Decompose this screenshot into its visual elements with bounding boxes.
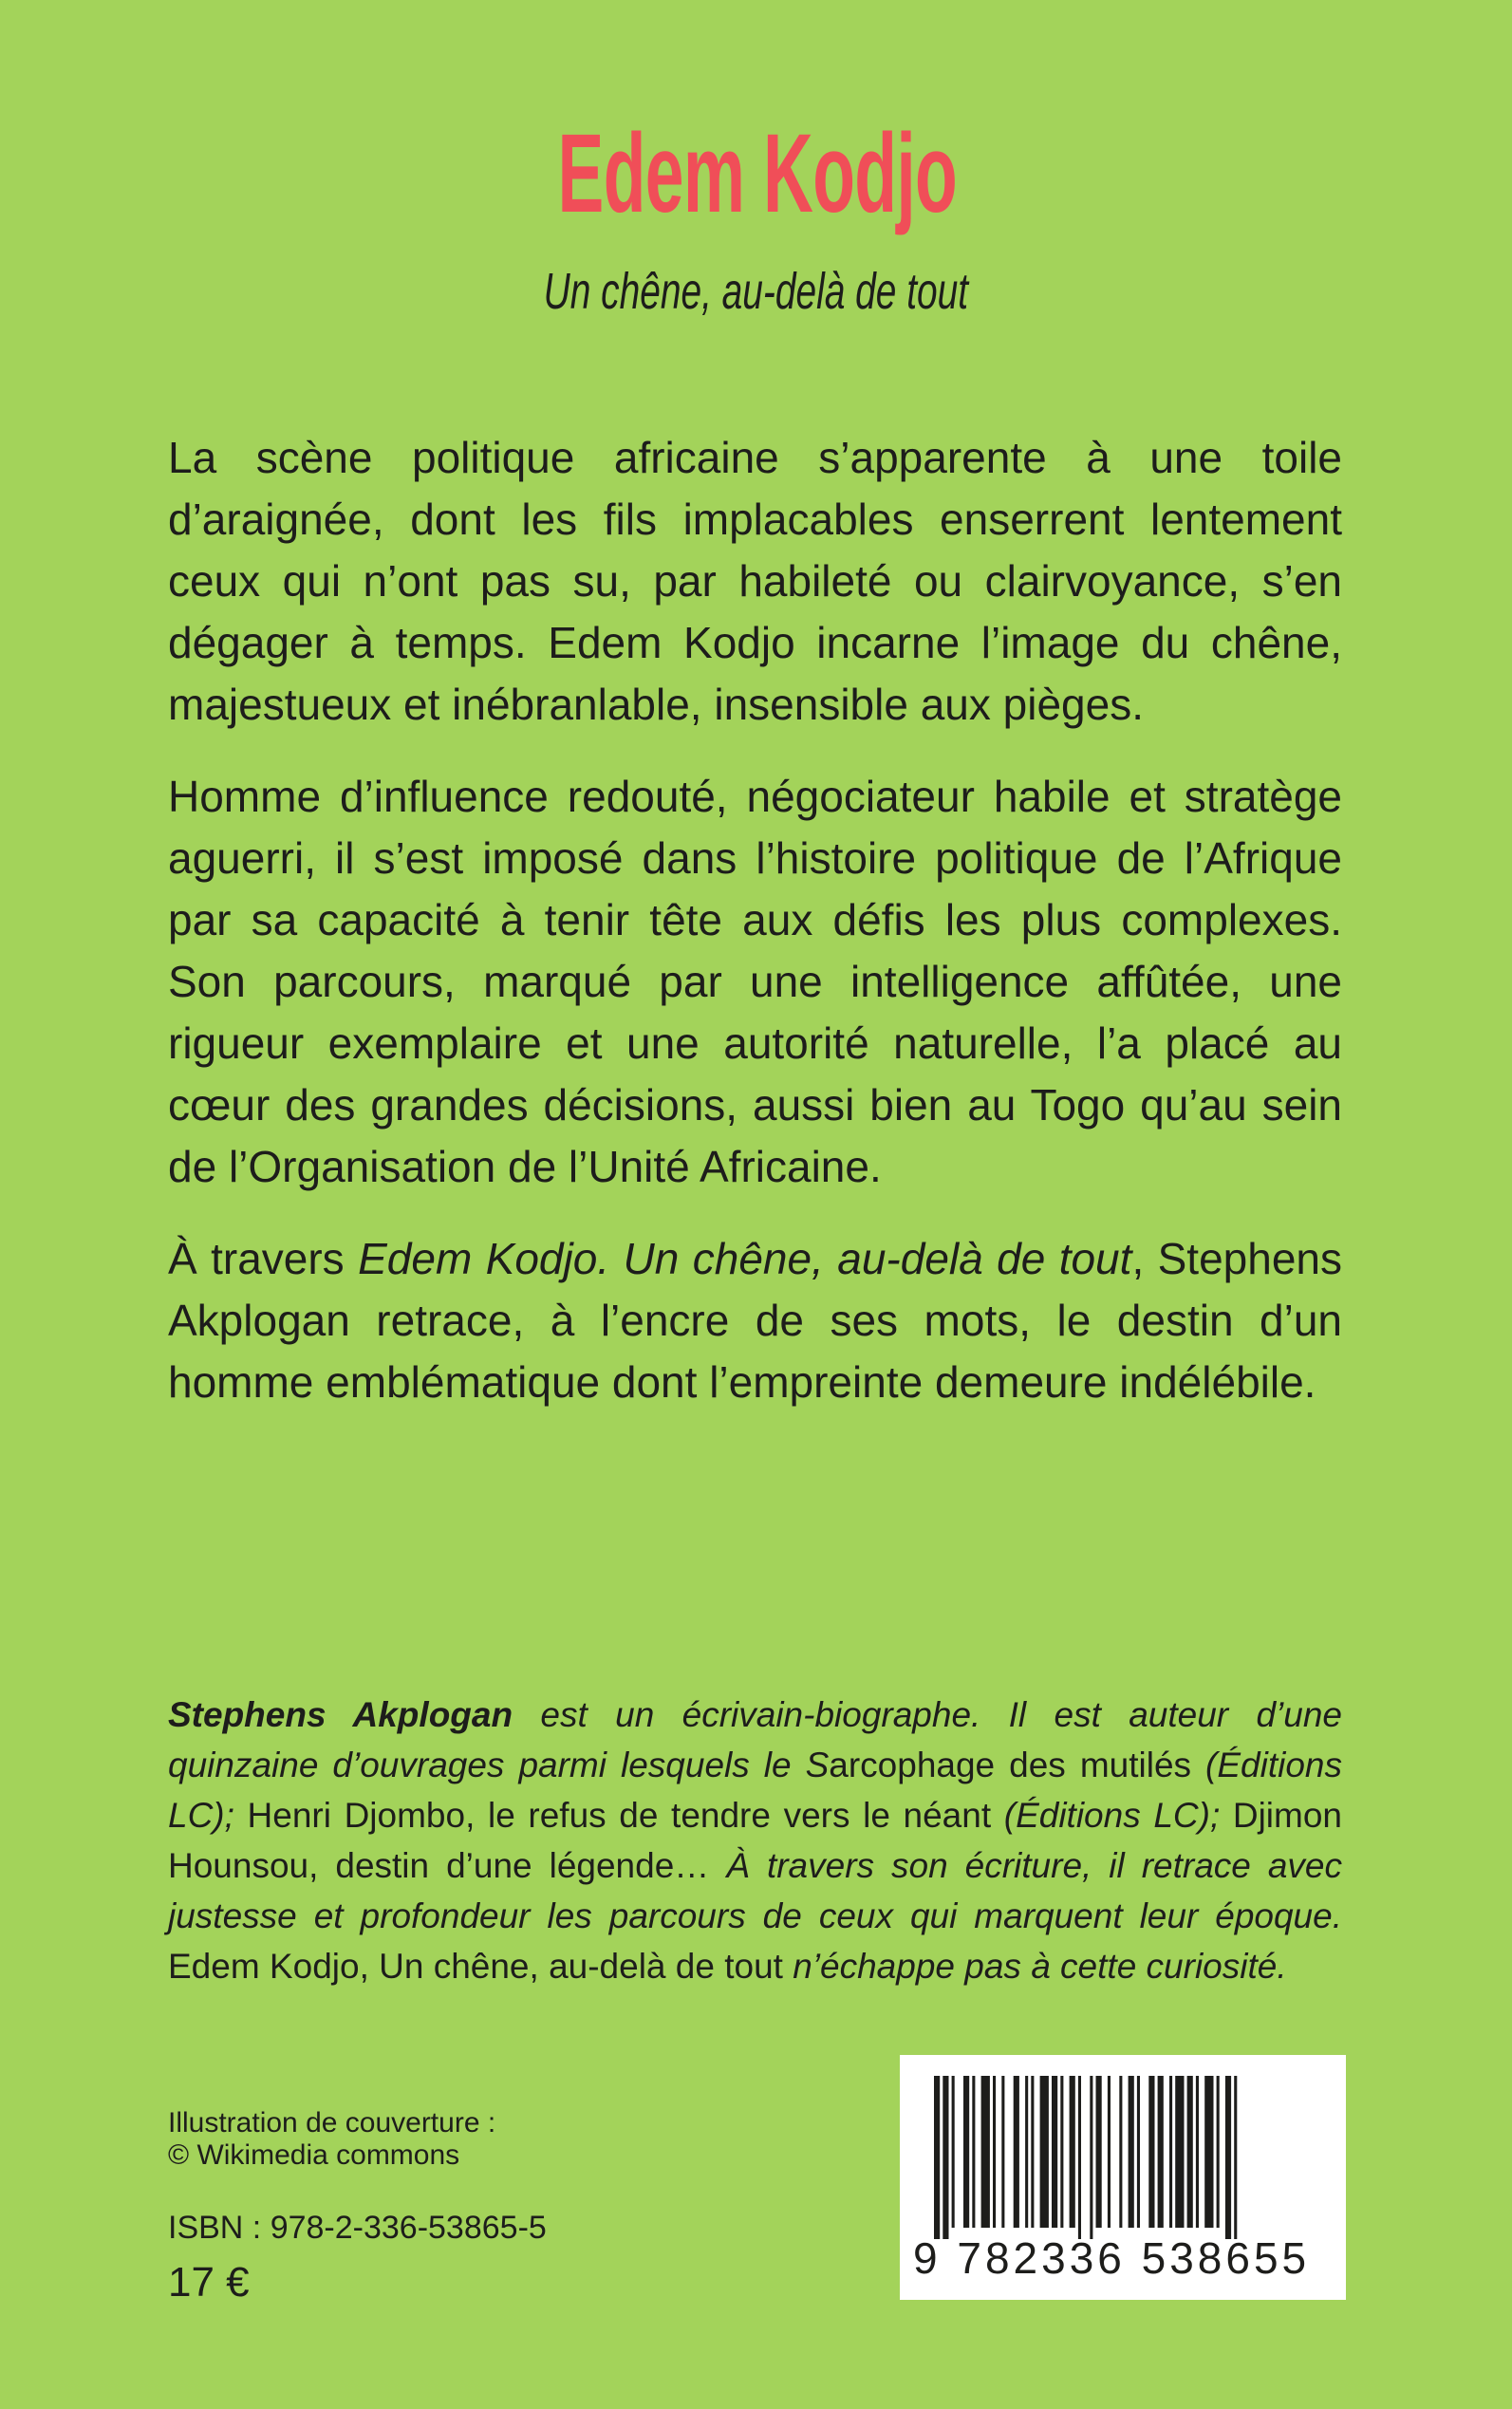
price: 17 € [168,2259,250,2306]
barcode-bar [1025,2076,1028,2228]
blurb-paragraph-2: Homme d’influence redouté, négociateur habile et stratège aguerri, il s’est imposé dans l’histoire politique de l’Afrique par sa capacité à tenir tête aux défis les plus complexes. Son parcours, marqué par une intelligence affûtée, une rigueur exemplaire et une autorité naturelle, l’a placé au cœur des grandes décisions, aussi bien au Togo qu’au sein de l’Organisation de l’Unité Africaine. [168,772,1342,1191]
bio-publisher-2: (Éditions LC); [991,1796,1221,1835]
barcode-bar [1119,2076,1122,2228]
book-title: Edem Kodjo [557,111,958,236]
bio-text-2: À travers son écriture, il retrace avec justesse et profondeur les parcours de ceux qui marquent leur époque. [168,1846,1342,1935]
blurb-p3-start: À travers [168,1234,359,1283]
barcode-bar [1217,2076,1220,2228]
barcode-bar [943,2076,948,2239]
barcode-bar [1225,2076,1231,2239]
blurb-paragraph-3 [168,1228,1342,1413]
barcode-bar [1129,2076,1134,2228]
barcode-bar [1137,2076,1140,2228]
isbn: ISBN : 978-2-336-53865-5 [168,2210,547,2246]
cover-credits [168,2107,495,2172]
author-bio-text [168,1690,1342,1991]
barcode-bar [1158,2076,1164,2228]
bio-text-1: est un écrivain-biographe. Il est auteur d’une quinzaine d’ouvrages parmi lesquels le S [168,1695,1342,1784]
barcode-bar [1234,2076,1237,2239]
barcode-bar [1031,2076,1034,2228]
barcode-bars [900,2055,1346,2245]
bio-book-1: arcophage des mutilés [829,1746,1192,1784]
barcode-bar [1078,2076,1081,2239]
barcode-bar [1070,2076,1075,2228]
author-name: Stephens Akplogan [168,1695,513,1734]
barcode-bar [963,2076,969,2228]
barcode-bar [1175,2076,1184,2228]
barcode-bar [1108,2076,1111,2228]
bio-publisher-1: (Éditions LC); [168,1746,1343,1835]
credits-line-2: © Wikimedia commons [168,2139,460,2171]
barcode-bar [1187,2076,1193,2228]
barcode-bar [1096,2076,1102,2228]
barcode-bar [1001,2076,1004,2228]
barcode-bar [1204,2076,1213,2228]
barcode-bar [1060,2076,1063,2228]
barcode-digits: 9 782336 538655 [913,2233,1311,2283]
bio-book-2: Henri Djombo, le refus de tendre vers le néant [233,1796,992,1835]
credits-line-1: Illustration de couverture : [168,2107,496,2138]
barcode-bar [972,2076,975,2228]
blurb-paragraph-1: La scène politique africaine s’apparente à une toile d’araignée, dont les fils implacables enserrent lentement ceux qui n’ont pas su, par habileté ou clairvoyance, s’en dégager à temps. Edem Kodjo incarne l’image du chêne, majestueux et inébranlable, insensible aux pièges. [168,433,1342,729]
blurb-p3-end: , Stephens Akplogan retrace, à l’encre de ses mots, le destin d’un homme emblématique dont l’empreinte demeure indélébile. [168,1234,1343,1407]
barcode-bar [981,2076,990,2228]
barcode-bar [1052,2076,1057,2228]
barcode-bar [1148,2076,1154,2228]
barcode [900,2055,1346,2300]
barcode-bar [1014,2076,1019,2228]
barcode-bar [1090,2076,1092,2239]
bio-text-3: n’échappe pas à cette curiosité. [782,1947,1287,1986]
bio-book-4: Edem Kodjo, Un chêne, au-delà de tout [168,1947,783,1986]
barcode-bar [934,2076,940,2239]
blurb [168,427,1342,1444]
barcode-bar [993,2076,996,2228]
bio-book-3: Djimon Hounsou, destin d’une légende… [168,1796,1342,1885]
barcode-bar [1196,2076,1199,2228]
author-bio [168,1690,1342,1991]
barcode-bar [952,2076,955,2228]
blurb-p3-title: Edem Kodjo. Un chêne, au-delà de tout [358,1234,1132,1283]
book-subtitle: Un chêne, au-delà de tout [543,263,969,320]
barcode-bar [1040,2076,1049,2228]
barcode-bar [1169,2076,1172,2228]
